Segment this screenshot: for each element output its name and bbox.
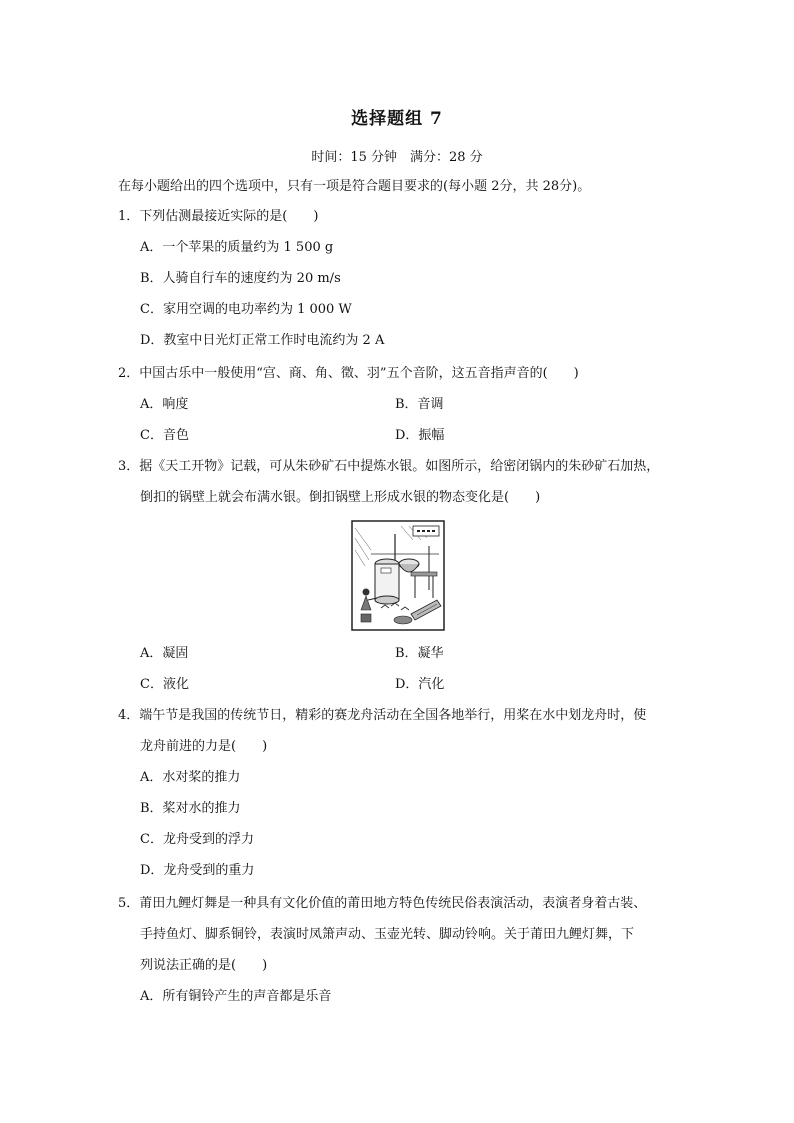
q2-option-a[interactable]: A．响度 bbox=[140, 397, 189, 412]
page-title: 选择题组 7 bbox=[351, 109, 443, 129]
q3-stem-line2: 倒扣的锅壁上就会布满水银。倒扣锅壁上形成水银的物态变化是( ) bbox=[140, 490, 541, 505]
q1-stem: 1．下列估测最接近实际的是( ) bbox=[118, 209, 319, 224]
q2-option-c[interactable]: C．音色 bbox=[140, 428, 189, 443]
tiangong-kaiwu-illustration bbox=[351, 520, 445, 631]
q2-stem: 2．中国古乐中一般使用“宫、商、角、徵、羽”五个音阶，这五音指声音的( ) bbox=[118, 366, 579, 381]
q5-option-a[interactable]: A．所有铜铃产生的声音都是乐音 bbox=[140, 989, 332, 1004]
q5-stem-line2: 手持鱼灯、脚系铜铃，表演时凤箫声动、玉壶光转、脚动铃响。关于莆田九鲤灯舞，下 bbox=[140, 927, 635, 942]
q1-option-c[interactable]: C．家用空调的电功率约为 1 000 W bbox=[140, 302, 352, 317]
q3-option-b[interactable]: B．凝华 bbox=[395, 646, 444, 661]
q2-option-d[interactable]: D．振幅 bbox=[395, 428, 445, 443]
q4-option-d[interactable]: D．龙舟受到的重力 bbox=[140, 863, 255, 878]
q4-option-a[interactable]: A．水对桨的推力 bbox=[140, 770, 241, 785]
time-score-line: 时间：15 分钟 满分：28 分 bbox=[311, 150, 483, 165]
q3-option-a[interactable]: A．凝固 bbox=[140, 646, 189, 661]
q4-stem-line2: 龙舟前进的力是( ) bbox=[140, 739, 268, 754]
q4-stem-line1: 4．端午节是我国的传统节日，精彩的赛龙舟活动在全国各地举行，用桨在水中划龙舟时，使 bbox=[118, 708, 647, 723]
q5-stem-line3: 列说法正确的是( ) bbox=[140, 958, 268, 973]
q4-option-c[interactable]: C．龙舟受到的浮力 bbox=[140, 832, 254, 847]
q3-stem-line1: 3．据《天工开物》记载，可从朱砂矿石中提炼水银。如图所示，给密闭锅内的朱砂矿石加热， bbox=[118, 459, 660, 474]
q3-option-c[interactable]: C．液化 bbox=[140, 677, 189, 692]
q1-option-a[interactable]: A．一个苹果的质量约为 1 500 g bbox=[140, 240, 334, 255]
q4-option-b[interactable]: B．桨对水的推力 bbox=[140, 801, 241, 816]
q1-option-d[interactable]: D．教室中日光灯正常工作时电流约为 2 A bbox=[140, 333, 385, 348]
q3-option-d[interactable]: D．汽化 bbox=[395, 677, 445, 692]
instruction-text: 在每小题给出的四个选项中，只有一项是符合题目要求的(每小题 2分，共 28分)。 bbox=[118, 179, 591, 194]
q1-option-b[interactable]: B．人骑自行车的速度约为 20 m/s bbox=[140, 271, 341, 286]
q5-stem-line1: 5．莆田九鲤灯舞是一种具有文化价值的莆田地方特色传统民俗表演活动，表演者身着古装、 bbox=[118, 896, 647, 911]
q2-option-b[interactable]: B．音调 bbox=[395, 397, 444, 412]
